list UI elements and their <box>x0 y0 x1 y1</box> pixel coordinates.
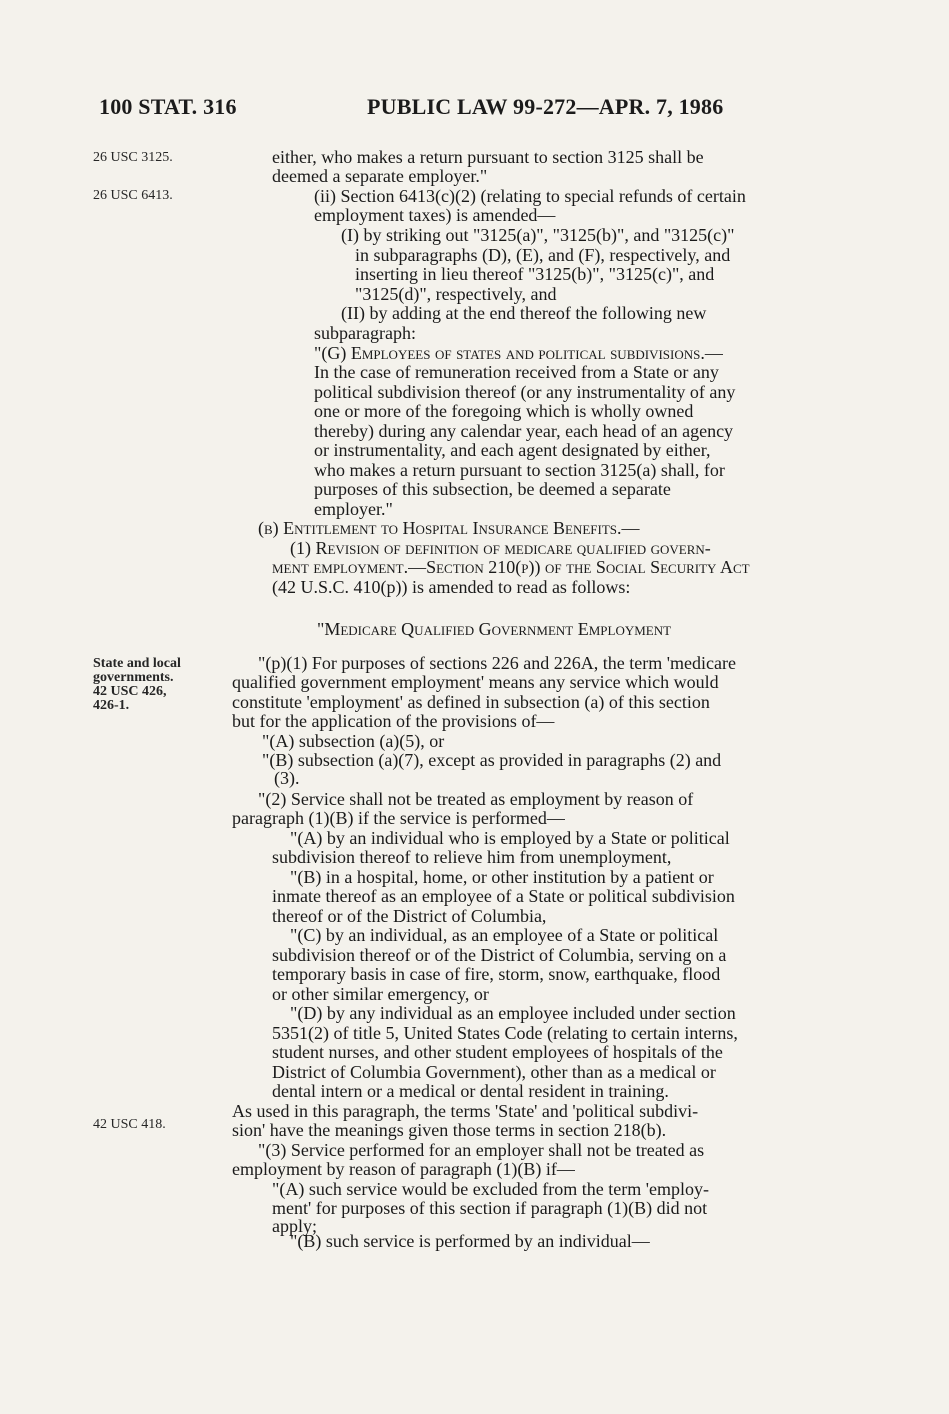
margin-note-line: 26 USC 3125. <box>93 150 173 165</box>
margin-note <box>93 1118 166 1132</box>
text-line: political subdivision thereof (or any instrumentality of any <box>314 382 736 402</box>
text-line: who makes a return pursuant to section 3125(a) shall, for <box>314 460 725 480</box>
text-line: "(3) Service performed for an employer shall not be treated as <box>258 1140 705 1160</box>
margin-note-line: governments. <box>93 670 174 685</box>
text-line: sion' have the meanings given those terms in section 218(b). <box>232 1120 667 1140</box>
text-line: inserting in lieu thereof "3125(b)", "3125(c)", and <box>355 264 715 284</box>
text-line: in subparagraphs (D), (E), and (F), respectively, and <box>355 245 731 265</box>
text-line: employment taxes) is amended— <box>314 205 556 225</box>
text-line: one or more of the foregoing which is wholly owned <box>314 401 694 421</box>
text-line: qualified government employment' means any service which would <box>232 672 719 692</box>
text-line: (ii) Section 6413(c)(2) (relating to special refunds of certain <box>314 186 746 206</box>
text-line: constitute 'employment' as defined in subsection (a) of this section <box>232 692 710 712</box>
text-line: employer." <box>314 499 393 519</box>
text-line: "(2) Service shall not be treated as employment by reason of <box>258 789 694 809</box>
stat-page-number: 100 STAT. 316 <box>99 94 237 119</box>
text-line: As used in this paragraph, the terms 'State' and 'political subdivi- <box>232 1101 699 1121</box>
margin-note <box>93 189 173 203</box>
margin-note <box>93 151 173 165</box>
margin-note-line: 42 USC 426, <box>93 684 167 699</box>
text-line: purposes of this subsection, be deemed a separate <box>314 479 671 499</box>
law-title: PUBLIC LAW 99-272—APR. 7, 1986 <box>367 94 724 119</box>
text-line: In the case of remuneration received from a State or any <box>314 362 719 382</box>
text-line: "3125(d)", respectively, and <box>355 284 557 304</box>
margin-note-line: State and local <box>93 656 181 671</box>
text-line: "(A) subsection (a)(5), or <box>262 731 445 751</box>
text-line: thereof or of the District of Columbia, <box>272 906 547 926</box>
text-line: "(p)(1) For purposes of sections 226 and 226A, the term 'medicare <box>258 653 736 673</box>
text-line: "(G) Employees of states and political subdivisions.— <box>314 343 723 363</box>
text-line: but for the application of the provisions of— <box>232 711 555 731</box>
text-line: dental intern or a medical or dental resident in training. <box>272 1081 669 1101</box>
text-line: temporary basis in case of fire, storm, snow, earthquake, flood <box>272 964 721 984</box>
text-line: thereby) during any calendar year, each head of an agency <box>314 421 734 441</box>
text-line: subparagraph: <box>314 323 416 343</box>
text-line: ment' for purposes of this section if paragraph (1)(B) did not <box>272 1198 708 1218</box>
text-line: subdivision thereof or of the District of Columbia, serving on a <box>272 945 727 965</box>
text-line: (I) by striking out "3125(a)", "3125(b)", and "3125(c)" <box>341 225 735 245</box>
margin-note-line: 426-1. <box>93 698 130 713</box>
text-line: "(B) subsection (a)(7), except as provided in paragraphs (2) and <box>262 750 722 770</box>
text-line: (II) by adding at the end thereof the following new <box>341 303 707 323</box>
text-line: either, who makes a return pursuant to section 3125 shall be <box>272 147 704 167</box>
text-line: "(C) by an individual, as an employee of a State or political <box>290 925 719 945</box>
text-line: apply; <box>272 1216 317 1236</box>
text-line: (42 U.S.C. 410(p)) is amended to read as follows: <box>272 577 631 597</box>
margin-note-line: 42 USC 418. <box>93 1117 166 1132</box>
margin-note-line: 26 USC 6413. <box>93 188 173 203</box>
text-line: inmate thereof as an employee of a State or political subdivision <box>272 886 735 906</box>
text-line: deemed a separate employer." <box>272 166 488 186</box>
section-heading: "Medicare Qualified Government Employment <box>317 619 672 639</box>
text-line: "(D) by any individual as an employee included under section <box>290 1003 736 1023</box>
text-line: paragraph (1)(B) if the service is performed— <box>232 808 565 828</box>
text-line: (3). <box>274 768 300 788</box>
text-line: (b) Entitlement to Hospital Insurance Benefits.— <box>258 518 640 538</box>
text-line: student nurses, and other student employees of hospitals of the <box>272 1042 723 1062</box>
text-line: subdivision thereof to relieve him from unemployment, <box>272 847 672 867</box>
text-line: "(B) in a hospital, home, or other institution by a patient or <box>290 867 714 887</box>
margin-note <box>93 657 181 713</box>
text-line: 5351(2) of title 5, United States Code (relating to certain interns, <box>272 1023 738 1043</box>
text-line: employment by reason of paragraph (1)(B) if— <box>232 1159 575 1179</box>
text-line: or other similar emergency, or <box>272 984 489 1004</box>
text-line: "(A) by an individual who is employed by a State or political <box>290 828 730 848</box>
text-line: or instrumentality, and each agent designated by either, <box>314 440 711 460</box>
text-line: ment employment.—Section 210(p)) of the Social Security Act <box>272 557 750 577</box>
text-line: (1) Revision of definition of medicare qualified govern- <box>290 538 711 558</box>
text-line: "(B) such service is performed by an individual— <box>290 1231 650 1251</box>
text-line: "(A) such service would be excluded from the term 'employ- <box>272 1179 709 1199</box>
text-line: District of Columbia Government), other than as a medical or <box>272 1062 716 1082</box>
